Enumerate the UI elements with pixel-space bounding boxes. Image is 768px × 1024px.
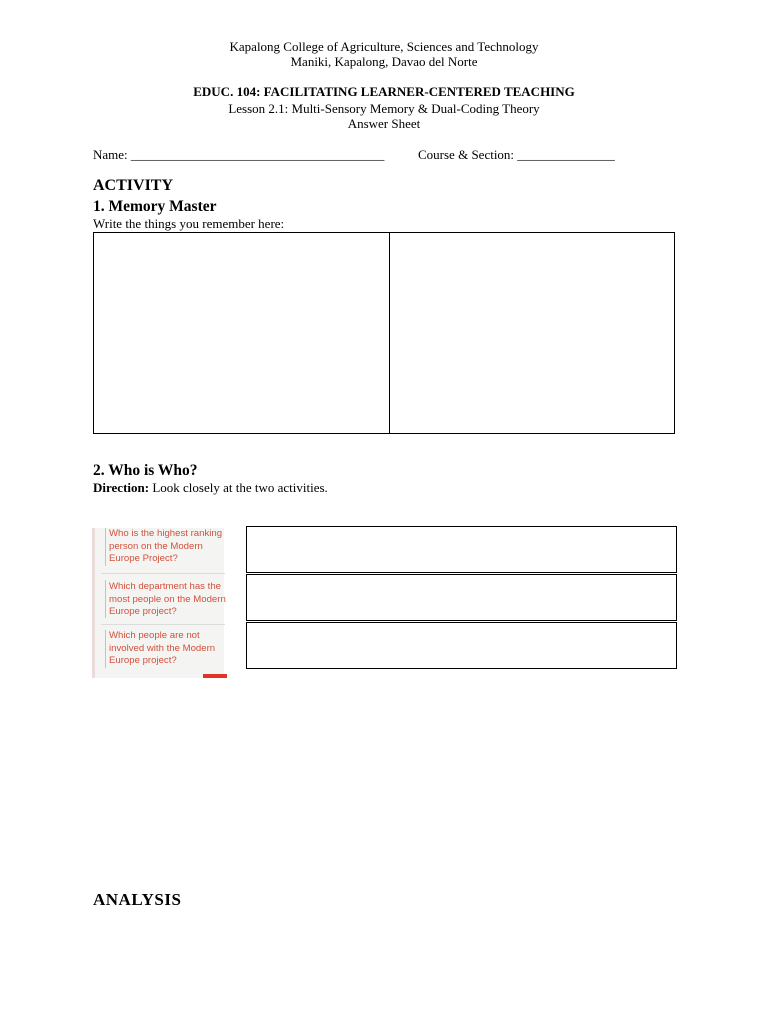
question-divider (101, 624, 225, 625)
course-title: EDUC. 104: FACILITATING LEARNER-CENTERED TEACHING (193, 84, 575, 99)
lesson-title: Lesson 2.1: Multi-Sensory Memory & Dual-Coding Theory (228, 101, 540, 116)
college-name: Kapalong College of Agriculture, Sciences and Technology (229, 39, 539, 54)
memory-instruction: Write the things you remember here: (93, 216, 285, 231)
document-type: Answer Sheet (347, 116, 421, 131)
answer-box-3[interactable] (246, 622, 677, 669)
questions-image (92, 528, 224, 678)
name-field[interactable]: Name: _______________________________________ (93, 147, 385, 162)
question-marker-line (105, 580, 106, 618)
activity-heading: ACTIVITY (93, 177, 174, 194)
question-2: Which department has the most people on the Modern Europe project? (109, 581, 226, 617)
answer-box-2[interactable] (246, 574, 677, 621)
direction-line (93, 480, 328, 495)
who-is-who-title: 2. Who is Who? (93, 462, 198, 479)
direction-text: Look closely at the two activities. (149, 480, 328, 495)
accent-bar (203, 674, 227, 678)
memory-answer-box-right[interactable] (389, 232, 675, 434)
question-divider (101, 573, 225, 574)
direction-label: Direction: (93, 480, 150, 495)
memory-master-title: 1. Memory Master (93, 198, 217, 215)
college-address: Maniki, Kapalong, Davao del Norte (290, 54, 478, 69)
analysis-heading: ANALYSIS (93, 890, 182, 909)
memory-answer-box-left[interactable] (93, 232, 390, 434)
course-section-field[interactable]: Course & Section: _______________ (418, 147, 615, 162)
answer-box-1[interactable] (246, 526, 677, 573)
question-marker-line (105, 630, 106, 668)
question-3: Which people are not involved with the Modern Europe project? (109, 630, 216, 666)
question-1: Who is the highest ranking person on the Modern Europe Project? (109, 528, 223, 564)
question-marker-line (105, 528, 106, 566)
